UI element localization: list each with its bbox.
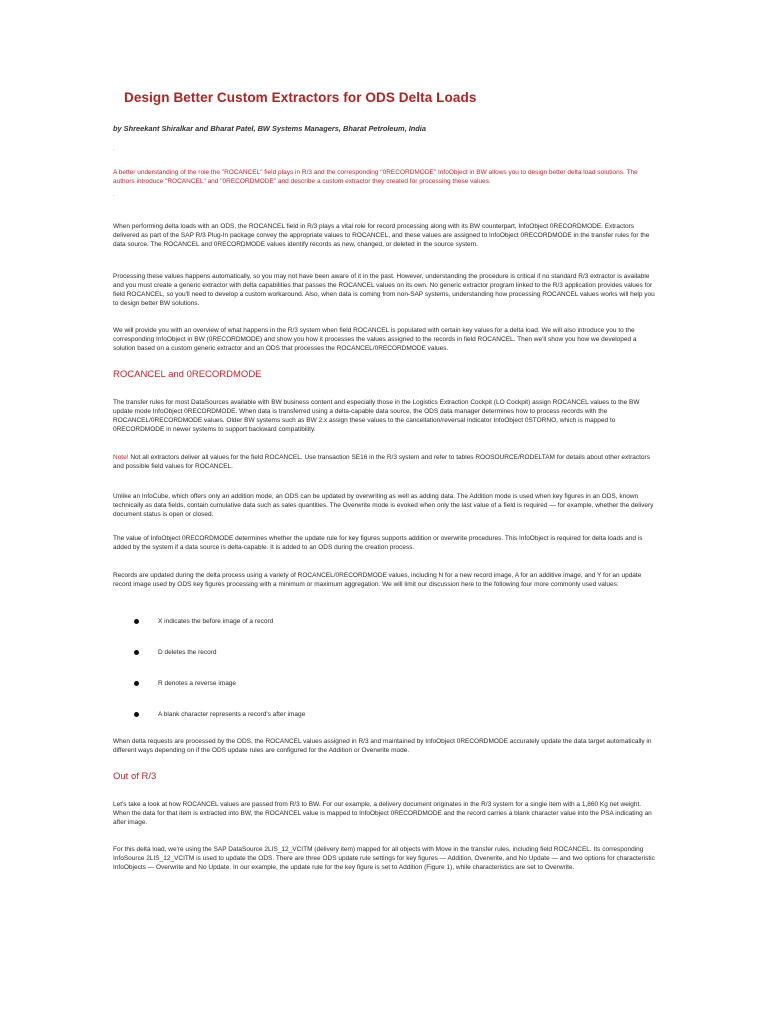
bullet-icon <box>134 650 139 655</box>
article-title: Design Better Custom Extractors for ODS Delta Loads <box>124 90 477 105</box>
section2-paragraph-1: Let's take a look at how ROCANCEL values are passed from R/3 to BW. For our example, a delivery document originates in the R/3 system for a single item with a 1,860 Kg net weight. When the data for that item is extracted into BW, the ROCANCEL value is mapped to InfoObject 0RECORDMODE and the record carries a blank character value into the PSA indicating an after image. <box>113 801 652 826</box>
note-text: Not all extractors deliver all values for the field ROCANCEL. Use transaction SE16 in the R/3 system and refer to tables ROOSOURCE/RODELTAM for details about other extractors and possible field values for ROCANCEL. <box>113 454 650 470</box>
separator-dot: . <box>113 192 115 198</box>
section1-paragraph-2: Unlike an InfoCube, which offers only an addition mode, an ODS can be updated by overwriting as well as adding data. The Addition mode is used when key figures in an ODS, known technically as data fields, contain cumulative data such as sales quantities. The Overwrite mode is evoked when only the last value of a field is required — for example, whether the delivery document status is open or closed. <box>113 493 654 518</box>
bullet-icon <box>134 712 139 717</box>
section2-paragraph-2: For this delta load, we're using the SAP DataSource 2LIS_12_VCITM (delivery item) mapped for all objects with Move in the transfer rules, including field ROCANCEL. Its corresponding InfoSource 2LIS_12_VCITM is used to update the ODS. There are three ODS update rule settings for key figures — Addition, Overwrite, and No Update — and two options for characteristic InfoObjects — Overwrite and No Update. In our example, the update rule for the key figure is set to Addition (Figure 1), while characteristics are set to Overwrite. <box>113 846 655 871</box>
list-item: X indicates the before image of a record <box>134 619 534 631</box>
note-label: Note! <box>113 454 129 461</box>
bullet-icon <box>134 619 139 624</box>
section-heading-rocancel: ROCANCEL and 0RECORDMODE <box>113 369 262 380</box>
body-paragraph-3: We will provide you with an overview of what happens in the R/3 system when field ROCANCEL is populated with certain key values for a delta load. We will also introduce you to the corresponding InfoObject in BW (0RECORDMODE) and show you how it processes the values assigned to the records in field ROCANCEL. Then we'll show you how we developed a solution based on a custom generic extractor and an ODS that processes the ROCANCEL/0RECORDMODE values. <box>113 327 637 352</box>
separator-dot: . <box>113 146 115 152</box>
list-item: R denotes a reverse image <box>134 681 534 693</box>
list-item: D deletes the record <box>134 650 534 662</box>
article-byline: by Shreekant Shiralkar and Bharat Patel, BW Systems Managers, Bharat Petroleum, India <box>113 124 426 133</box>
article-intro: A better understanding of the role the "ROCANCEL" field plays in R/3 and the corresponding "0RECORDMODE" InfoObject in BW allows you to design better delta load solutions. The authors introduce "ROCANCEL" and "0RECORDMODE" and describe a custom extractor they created for processing these values. <box>113 169 638 185</box>
body-paragraph-2: Processing these values happens automatically, so you may not have been aware of it in the past. However, understanding the procedure is critical if no standard R/3 extractor is available and you must create a generic extractor with delta capabilities that passes the ROCANCEL values on its own. No generic extractor program linked to the R/3 application provides values for field ROCANCEL, so you'll need to develop a custom workaround. Also, when data is coming from non-SAP systems, understanding how processing ROCANCEL values works will help you to design better BW solutions. <box>113 273 655 307</box>
section-heading-out-of-r3: Out of R/3 <box>113 771 157 782</box>
section1-paragraph-3: The value of InfoObject 0RECORDMODE determines whether the update rule for key figures supports addition or overwrite procedures. This InfoObject is required for delta loads and is added by the system if a data source is delta-capable. It is added to an ODS during the creation process. <box>113 535 643 551</box>
body-paragraph-1: When performing delta loads with an ODS, the ROCANCEL field in R/3 plays a vital role for record processing along with its BW counterpart, InfoObject 0RECORDMODE. Extractors delivered as part of the SAP R/3 Plug-In package convey the appropriate values to ROCANCEL, and these values are assigned to InfoObject 0RECORDMODE in the transfer rules for the data source. The ROCANCEL and 0RECORDMODE values identify records as new, changed, or deleted in the source system. <box>113 223 650 248</box>
note-paragraph <box>113 453 658 471</box>
section1-paragraph-5: When delta requests are processed by the ODS, the ROCANCEL values assigned in R/3 and maintained by InfoObject 0RECORDMODE accurately update the data target automatically in different ways depending on if the ODS update rules are configured for the Addition or Overwrite mode. <box>113 738 652 754</box>
section1-paragraph-4: Records are updated during the delta process using a variety of ROCANCEL/0RECORDMODE values, including N for a new record image, A for an additive image, and Y for an update record image used by ODS key figures processing with a minimum or maximum aggregation. We will limit our discussion here to the following four more commonly used values: <box>113 572 642 588</box>
section1-paragraph-1: The transfer rules for most DataSources available with BW business content and especially those in the Logistics Extraction Cockpit (LO Cockpit) assign ROCANCEL values to the BW update mode InfoObject 0RECORDMODE. When data is transferred using a delta-capable data source, the ODS data manager determines how to process records with the ROCANCEL/0RECORDMODE values. Older BW systems such as BW 2.x assign these values to the cancellation/reversal indicator InfoObject 0STORNO, which is mapped to 0RECORDMODE in newer systems to support backward compatibility. <box>113 399 640 433</box>
bullet-icon <box>134 681 139 686</box>
list-item: A blank character represents a record's after image <box>134 712 534 724</box>
